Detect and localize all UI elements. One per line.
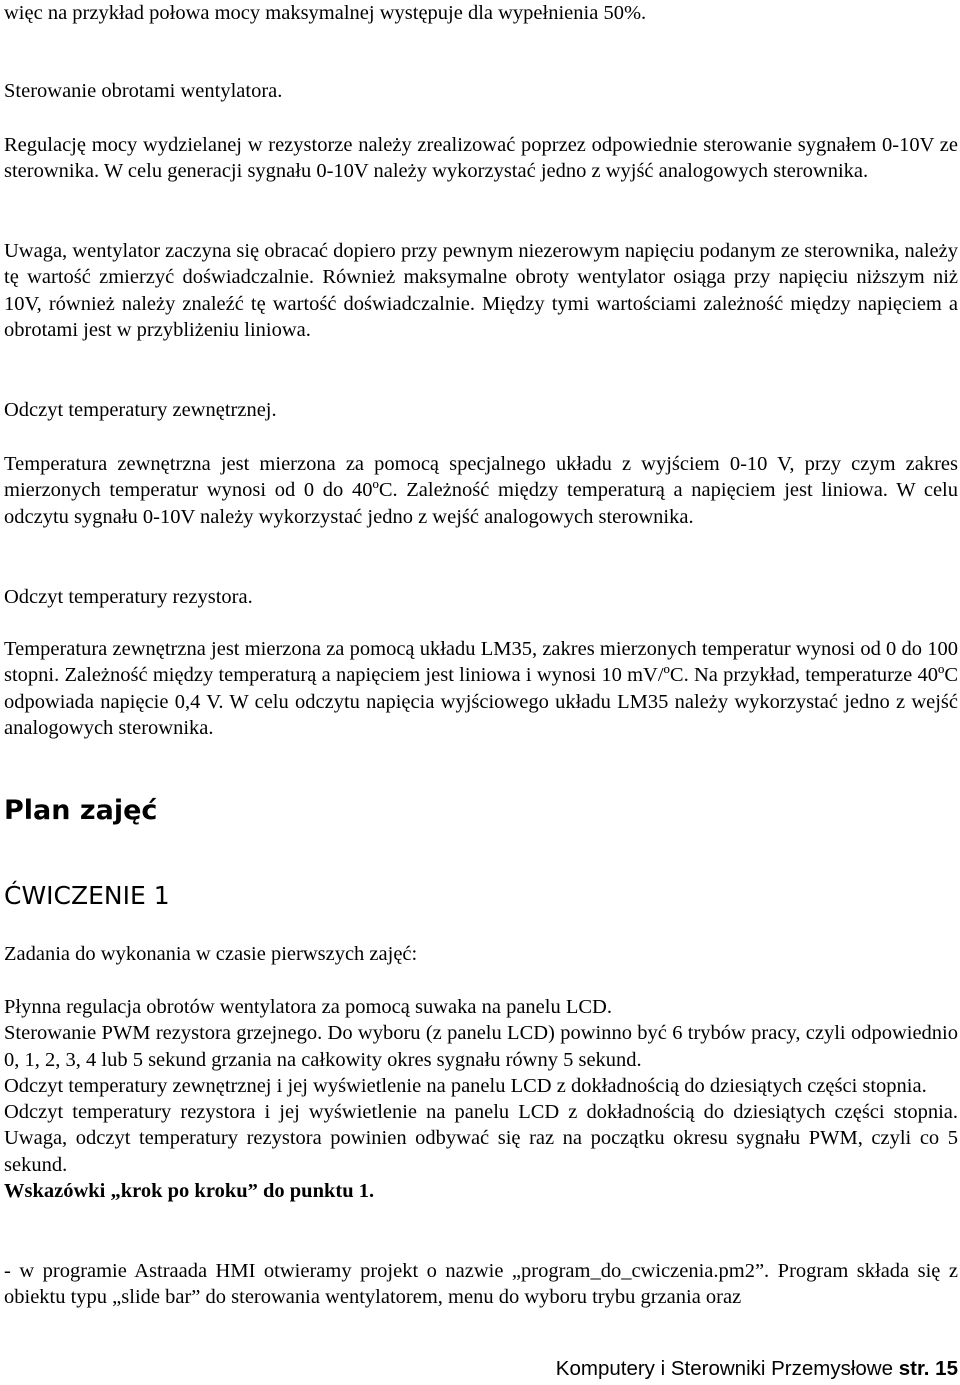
- tasks-intro: Zadania do wykonania w czasie pierwszych zajęć:: [4, 943, 418, 965]
- section-title-resistor-temp: Odczyt temperatury rezystora.: [4, 586, 253, 608]
- task-item: Odczyt temperatury zewnętrznej i jej wyświetlenie na panelu LCD z dokładnością do dziesiątych części stopnia.: [4, 1074, 927, 1097]
- paragraph-fan-warning: Uwaga, wentylator zaczyna się obracać dopiero przy pewnym niezerowym napięciu podanym ze sterownika, należy tę wartość zmierzyć doświadczalnie. Również maksymalne obroty wentylator osiąga przy napięciu niższym niż 10V, również należy znaleźć tę wartość doświadczalnie. Między tymi wartościami zależność między napięciem a obrotami jest w przybliżeniu liniowa.: [4, 240, 958, 341]
- paragraph-pwm-continuation: więc na przykład połowa mocy maksymalnej występuje dla wypełnienia 50%.: [4, 2, 647, 24]
- hint-step-1: - w programie Astraada HMI otwieramy projekt o nazwie „program_do_cwiczenia.pm2”. Program składa się z obiektu typu „slide bar” do sterowania wentylatorem, menu do wyboru trybu grzania oraz: [4, 1260, 958, 1309]
- task-item: Sterowanie PWM rezystora grzejnego. Do wyboru (z panelu LCD) powinno być 6 trybów pracy, czyli odpowiednio 0, 1, 2, 3, 4 lub 5 sekund grzania na całkowity okres sygnału równy 5 sekund.: [4, 1022, 958, 1071]
- hints-title: Wskazówki „krok po kroku” do punktu 1.: [4, 1180, 375, 1203]
- plan-heading: Plan zajęć: [4, 795, 158, 826]
- exercise-title: ĆWICZENIE 1: [4, 881, 170, 910]
- task-item: Płynna regulacja obrotów wentylatora za pomocą suwaka na panelu LCD.: [4, 996, 612, 1018]
- paragraph-external-temp: Temperatura zewnętrzna jest mierzona za pomocą specjalnego układu z wyjściem 0-10 V, przy czym zakres mierzonych temperatur wynosi od 0 do 40ºC. Zależność między temperaturą a napięciem jest liniowa. W celu odczytu sygnału 0-10V należy wykorzystać jedno z wejść analogowych sterownika.: [4, 453, 958, 528]
- section-title-fan-control: Sterowanie obrotami wentylatora.: [4, 80, 283, 102]
- task-item: Odczyt temperatury rezystora i jej wyświetlenie na panelu LCD z dokładnością do dziesiątych części stopnia. Uwaga, odczyt temperatury rezystora powinien odbywać się raz na początku okresu sygnału PWM, czyli co 5 sekund.: [4, 1101, 958, 1176]
- page-number: str. 15: [898, 1357, 958, 1380]
- paragraph-fan-regulation: Regulację mocy wydzielanej w rezystorze należy zrealizować poprzez odpowiednie sterowanie sygnałem 0-10V ze sterownika. W celu generacji sygnału 0-10V należy wykorzystać jedno z wyjść analogowych sterownika.: [4, 134, 958, 183]
- task-list: [4, 994, 958, 1204]
- footer-title: Komputery i Sterowniki Przemysłowe: [555, 1357, 899, 1380]
- section-title-external-temp: Odczyt temperatury zewnętrznej.: [4, 399, 277, 421]
- paragraph-resistor-temp: Temperatura zewnętrzna jest mierzona za pomocą układu LM35, zakres mierzonych temperatur wynosi od 0 do 100 stopni. Zależność między temperaturą a napięciem jest liniowa i wynosi 10 mV/ºC. Na przykład, temperaturze 40ºC odpowiada napięcie 0,4 V. W celu odczytu napięcia wyjściowego układu LM35 należy wykorzystać jedno z wejść analogowych sterownika.: [4, 638, 958, 739]
- page-footer: [556, 1356, 958, 1382]
